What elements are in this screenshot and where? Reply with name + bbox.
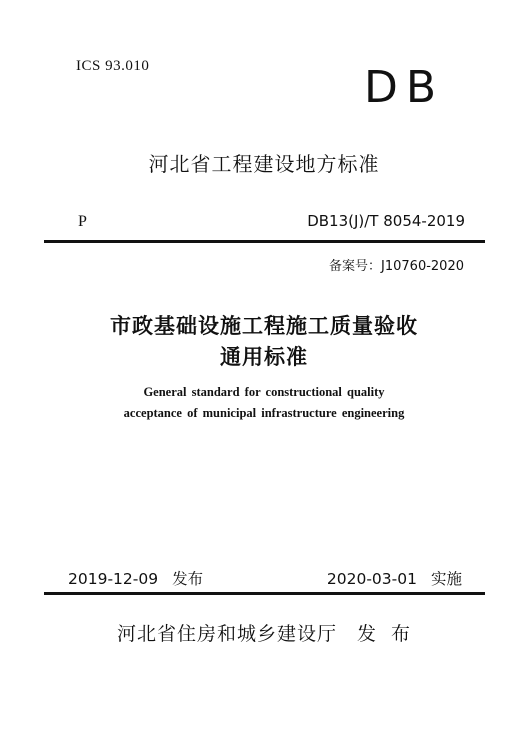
title-en-line1: General standard for constructional quality: [143, 385, 385, 399]
classification-code: P: [78, 213, 87, 230]
implement-date: 2020-03-01: [326, 570, 417, 588]
standard-number: DB13(J)/T 8054-2019: [307, 212, 465, 230]
issue-date-group: [68, 567, 203, 589]
filing-number: 备案号：J10760-2020: [329, 259, 464, 274]
publish-word-2: 布: [391, 623, 412, 645]
publish-word-1: 发: [356, 623, 377, 645]
title-en-line2: acceptance of municipal infrastructure engineering: [123, 406, 405, 420]
title-cn-line2: 通用标准: [220, 344, 308, 369]
top-divider: [44, 240, 485, 243]
issue-date: 2019-12-09: [68, 570, 159, 588]
issue-label: 发布: [172, 570, 204, 588]
title-cn-line1: 市政基础设施工程施工质量验收: [110, 313, 418, 338]
db-mark: DB: [364, 62, 445, 113]
publisher-name: 河北省住房和城乡建设厅: [116, 623, 337, 645]
ics-code: ICS 93.010: [76, 58, 150, 74]
implement-date-group: [327, 567, 462, 589]
publisher: [0, 619, 528, 646]
bottom-divider: [44, 592, 485, 595]
standard-type-heading: 河北省工程建设地方标准: [148, 152, 380, 176]
implement-label: 实施: [430, 570, 462, 588]
